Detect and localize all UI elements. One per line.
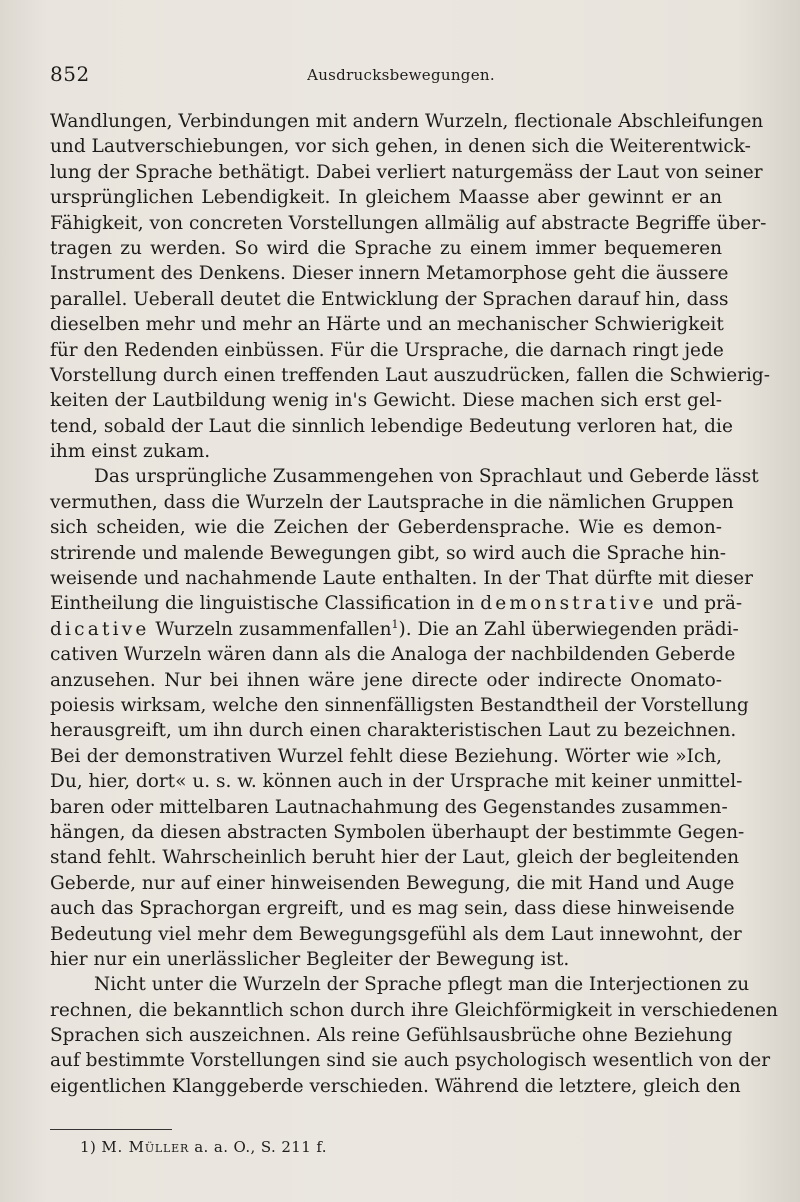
text-line: hängen, da diesen abstracten Symbolen überhaupt der bestimmte Gegen- bbox=[50, 821, 745, 843]
text-line: dieselben mehr und mehr an Härte und an mechanischer Schwierigkeit bbox=[50, 314, 724, 336]
text-line: Sprachen sich auszeichnen. Als reine Gefühlsausbrüche ohne Beziehung bbox=[50, 1025, 733, 1047]
page-header bbox=[50, 62, 722, 92]
text-line: strirende und malende Bewegungen gibt, so wird auch die Sprache hin- bbox=[50, 542, 727, 564]
page-number: 852 bbox=[50, 62, 90, 86]
emphasized-term: demonstrative bbox=[480, 593, 657, 615]
text-line: stand fehlt. Wahrscheinlich beruht hier der Laut, gleich der begleitenden bbox=[50, 847, 740, 869]
text-line: cativen Wurzeln wären dann als die Analoga der nachbildenden Geberde bbox=[50, 644, 736, 666]
text-fragment: . Die an Zahl überwiegenden prädi- bbox=[405, 618, 739, 640]
text-line bbox=[50, 617, 739, 642]
footnote-ref-paren: ) bbox=[398, 618, 406, 640]
paragraph-start-line: Nicht unter die Wurzeln der Sprache pflegt man die Interjectionen zu bbox=[94, 974, 750, 996]
text-line: ihm einst zukam. bbox=[50, 441, 211, 463]
text-line: Wandlungen, Verbindungen mit andern Wurzeln, flectionale Abschleifungen bbox=[50, 111, 764, 132]
text-line: Instrument des Denkens. Dieser innern Metamorphose geht die äussere bbox=[50, 263, 729, 285]
footnote-divider bbox=[50, 1129, 172, 1130]
text-fragment: Wurzeln zusammenfallen bbox=[155, 618, 392, 640]
text-fragment: und prä- bbox=[662, 593, 743, 615]
text-line: und Lautverschiebungen, vor sich gehen, in denen sich die Weiterentwick- bbox=[50, 136, 751, 158]
text-line: für den Redenden einbüssen. Für die Ursprache, die darnach ringt jede bbox=[50, 339, 724, 361]
text-fragment: Eintheilung die linguistische Classification in bbox=[50, 593, 475, 615]
text-line: weisende und nachahmende Laute enthalten. In der That dürfte mit dieser bbox=[50, 568, 753, 590]
text-line: Bedeutung viel mehr dem Bewegungsgefühl als dem Laut innewohnt, der bbox=[50, 923, 742, 945]
text-line: auch das Sprachorgan ergreift, und es mag sein, dass diese hinweisende bbox=[50, 898, 735, 920]
text-line: Geberde, nur auf einer hinweisenden Bewegung, die mit Hand und Auge bbox=[50, 872, 735, 894]
text-line: baren oder mittelbaren Lautnachahmung des Gegenstandes zusammen- bbox=[50, 796, 728, 818]
text-line: auf bestimmte Vorstellungen sind sie auch psychologisch wesentlich von der bbox=[50, 1050, 771, 1072]
text-line: ursprünglichen Lebendigkeit. In gleichem Maasse aber gewinnt er an bbox=[50, 187, 722, 209]
text-line: keiten der Lautbildung wenig in's Gewicht. Diese machen sich erst gel- bbox=[50, 390, 722, 412]
text-line: vermuthen, dass die Wurzeln der Lautsprache in die nämlichen Gruppen bbox=[50, 491, 734, 513]
text-line: parallel. Ueberall deutet die Entwicklung der Sprachen darauf hin, dass bbox=[50, 288, 729, 310]
footnote-author: M. Müller bbox=[101, 1138, 190, 1156]
footnote-marker: 1) bbox=[80, 1138, 97, 1156]
text-line bbox=[50, 591, 743, 616]
text-line: Bei der demonstrativen Wurzel fehlt diese Beziehung. Wörter wie »Ich, bbox=[50, 745, 722, 767]
text-line: Du, hier, dort« u. s. w. können auch in der Ursprache mit keiner unmittel- bbox=[50, 771, 743, 793]
running-title: Ausdrucksbewegungen. bbox=[307, 66, 495, 84]
text-line: tend, sobald der Laut die sinnlich lebendige Bedeutung verloren hat, die bbox=[50, 415, 733, 437]
text-line: sich scheiden, wie die Zeichen der Geberdensprache. Wie es demon- bbox=[50, 517, 722, 539]
body-text bbox=[50, 109, 778, 1099]
footnote-reference[interactable]: 1 bbox=[391, 617, 399, 631]
text-line: herausgreift, um ihn durch einen charakteristischen Laut zu bezeichnen. bbox=[50, 720, 737, 742]
text-line: lung der Sprache bethätigt. Dabei verliert naturgemäss der Laut von seiner bbox=[50, 161, 763, 183]
text-line: poiesis wirksam, welche den sinnenfälligsten Bestandtheil der Vorstellung bbox=[50, 694, 749, 716]
footnote-citation: a. a. O., S. 211 f. bbox=[194, 1138, 327, 1156]
emphasized-term: dicative bbox=[50, 618, 150, 640]
text-line: anzusehen. Nur bei ihnen wäre jene directe oder indirecte Onomato- bbox=[50, 669, 722, 691]
text-line: Fähigkeit, von concreten Vorstellungen allmälig auf abstracte Begriffe über- bbox=[50, 212, 767, 234]
footnote bbox=[80, 1138, 327, 1156]
paragraph-start-line: Das ursprüngliche Zusammengehen von Sprachlaut und Geberde lässt bbox=[94, 466, 759, 488]
text-line: hier nur ein unerlässlicher Begleiter der Bewegung ist. bbox=[50, 948, 570, 970]
text-line: eigentlichen Klanggeberde verschieden. Während die letztere, gleich den bbox=[50, 1075, 741, 1097]
text-line: tragen zu werden. So wird die Sprache zu einem immer bequemeren bbox=[50, 237, 722, 259]
text-line: Vorstellung durch einen treffenden Laut auszudrücken, fallen die Schwierig- bbox=[50, 364, 770, 386]
text-line: rechnen, die bekanntlich schon durch ihre Gleichförmigkeit in verschiedenen bbox=[50, 999, 778, 1021]
